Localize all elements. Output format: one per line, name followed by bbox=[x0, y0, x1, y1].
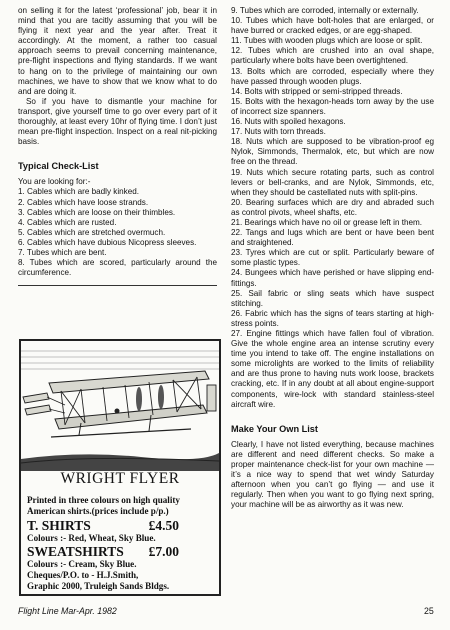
list-item: 7. Tubes which are bent. bbox=[18, 247, 107, 257]
list-item: 25. Sail fabric or sling seats which have suspect stitching. bbox=[231, 288, 434, 308]
advert-title: WRIGHT FLYER bbox=[60, 470, 180, 487]
list-item: 8. Tubes which are scored, particularly around the circumference. bbox=[18, 258, 217, 278]
list-item: 24. Bungees which have perished or have slipping end-fittings. bbox=[231, 268, 434, 288]
intro-paragraph-1: on selling it for the latest ‘professional’ job, bear it in mind that you are tacitly assuming that you will be flying it next year and the year after. Treat it accordingly. At the moment, a rather too casual approach seems to prevail concerning maintenance, pre-flight inspections and flying standards. If we want to hang on to the privilege of maintaining our own machines, we have to show that we know what to do and are doing it. bbox=[18, 6, 217, 96]
tshirts-label: T. SHIRTS bbox=[27, 517, 91, 533]
list-item: 12. Tubes which are crushed into an oval shape, particularly where bolts have been overtightened. bbox=[231, 46, 434, 66]
page-number: 25 bbox=[424, 606, 434, 616]
tshirts-price-row bbox=[27, 518, 215, 533]
wright-flyer-illustration bbox=[21, 341, 219, 471]
publication-footer: Flight Line Mar-Apr. 1982 bbox=[18, 606, 117, 616]
closing-paragraph: Clearly, I have not listed everything, because machines are different and need different checks. So make a proper maintenance check-list for your own machine — it’s a nice way to spend that wet windy Saturday afternoon when you can’t go flying — and use it regularly. Then when you want to go flying next spring, your machine will be as airworthy as it was new. bbox=[231, 439, 434, 510]
checklist-right bbox=[231, 6, 434, 410]
address-line-1 bbox=[27, 593, 215, 596]
list-item: 16. Nuts with spoiled hexagons. bbox=[231, 117, 346, 127]
list-item: 21. Bearings which have no oil or grease left in them. bbox=[231, 217, 423, 227]
list-item: 4. Cables which are rusted. bbox=[18, 217, 117, 227]
right-column bbox=[231, 6, 434, 510]
list-item: 10. Tubes which have bolt-holes that are enlarged, or have burred or cracked edges, or are egg-shaped. bbox=[231, 16, 434, 36]
make-your-own-list-heading: Make Your Own List bbox=[231, 423, 318, 434]
list-item: 5. Cables which are stretched overmuch. bbox=[18, 227, 166, 237]
sweatshirts-label: SWEATSHIRTS bbox=[27, 543, 124, 559]
company-name: Graphic 2000, Truleigh Sands Bldgs. bbox=[27, 581, 170, 592]
advert-subtitle-1: Printed in three colours on high quality bbox=[27, 495, 180, 505]
wright-flyer-advert bbox=[19, 339, 221, 596]
checklist-left bbox=[18, 187, 217, 278]
list-item: 18. Nuts which are supposed to be vibration-proof eg Nylok, Simmonds, Thermalok, etc, but which are now free on the thread. bbox=[231, 137, 434, 167]
list-item: 27. Engine fittings which have fallen foul of vibration. Give the whole engine area an intense scrutiny every time you intend to take off. The engine installations on some microlights are worked to the limits of reliability and are thus prone to having nuts work loose, brackets cracking, etc. If in any doubt at all about engine-support components, wire-lock with standard stainless-steel aircraft wire. bbox=[231, 329, 434, 409]
list-item: 22. Tangs and lugs which are bent or have been bent and straightened. bbox=[231, 228, 434, 248]
list-item: 9. Tubes which are corroded, internally or externally. bbox=[231, 6, 419, 15]
tshirts-colours: Colours :- Red, Wheat, Sky Blue. bbox=[27, 532, 156, 543]
left-column bbox=[18, 6, 217, 286]
list-item: 23. Tyres which are cut or split. Particularly beware of some plastic types. bbox=[231, 248, 434, 268]
sweatshirts-price-row bbox=[27, 544, 215, 559]
intro-paragraph-2: So if you have to dismantle your machine for transport, give yourself time to go over every part of it thoroughly, at least every 10hr of flying time. I don’t just mean pre-flight inspection. Inspect on a real nit-picking basis. bbox=[18, 96, 217, 147]
list-item: 19. Nuts which secure rotating parts, such as control levers or bell-cranks, and are Nylok, Simmonds, etc, when they should be castellated nuts with split-pins. bbox=[231, 167, 434, 197]
checklist-intro: You are looking for:- bbox=[18, 177, 91, 187]
sweatshirts-price: £7.00 bbox=[148, 543, 179, 559]
section-divider bbox=[18, 285, 217, 286]
list-item: 17. Nuts with torn threads. bbox=[231, 127, 326, 137]
list-item: 14. Bolts with stripped or semi-stripped threads. bbox=[231, 86, 403, 96]
list-item: 26. Fabric which has the signs of tears starting at high-stress points. bbox=[231, 308, 434, 328]
list-item: 2. Cables which have loose strands. bbox=[18, 197, 149, 207]
list-item: 6. Cables which have dubious Nicopress sleeves. bbox=[18, 237, 197, 247]
list-item: 1. Cables which are badly kinked. bbox=[18, 187, 140, 197]
list-item: 13. Bolts which are corroded, especially where they have passed through wooden plugs. bbox=[231, 66, 434, 86]
list-item: 20. Bearing surfaces which are dry and abraded such as control pivots, wheel shafts, etc. bbox=[231, 197, 434, 217]
advert-body bbox=[27, 495, 215, 596]
list-item: 3. Cables which are loose on their thimbles. bbox=[18, 207, 176, 217]
list-item: 15. Bolts with the hexagon-heads torn away by the use of incorrect size spanners. bbox=[231, 96, 434, 116]
list-item: 11. Tubes with wooden plugs which are loose or split. bbox=[231, 36, 423, 46]
sweatshirts-colours: Colours :- Cream, Sky Blue. bbox=[27, 558, 137, 569]
tshirts-price: £4.50 bbox=[148, 517, 179, 533]
payment-details: Cheques/P.O. to - H.J.Smith, bbox=[27, 570, 139, 581]
advert-subtitle-2: American shirts.(prices include p/p.) bbox=[27, 506, 169, 517]
checklist-heading: Typical Check-List bbox=[18, 161, 99, 172]
